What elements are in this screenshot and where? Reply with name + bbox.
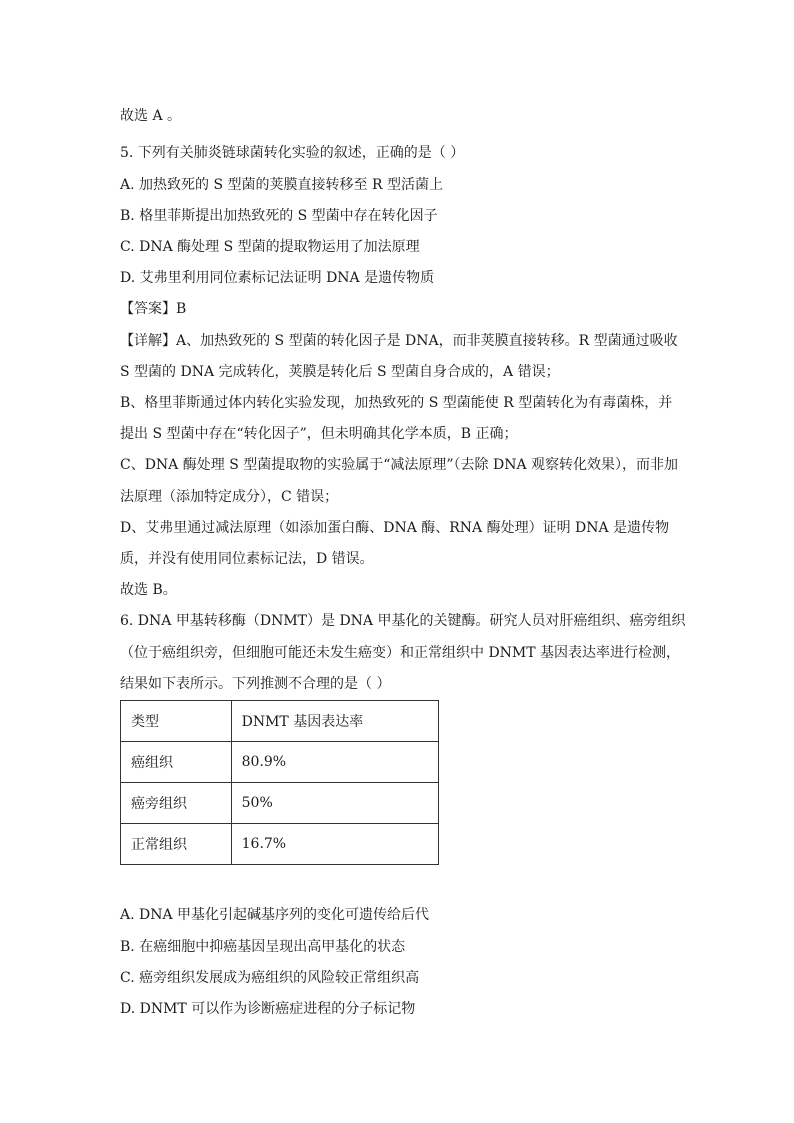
question-6-option-c: C. 癌旁组织发展成为癌组织的风险较正常组织高 (120, 970, 420, 986)
question-6-option-b: B. 在癌细胞中抑癌基因呈现出高甲基化的状态 (120, 939, 406, 955)
table-cell-rate: 80.9% (231, 742, 438, 783)
question-5-explanation: S 型菌的 DNA 完成转化，荚膜是转化后 S 型菌自身合成的，A 错误； (120, 364, 560, 380)
table-cell-type: 正常组织 (121, 824, 232, 865)
table-cell-rate: 16.7% (231, 824, 438, 865)
question-5-explanation: B、格里菲斯通过体内转化实验发现，加热致死的 S 型菌能使 R 型菌转化为有毒菌株，并 (120, 395, 673, 411)
question-5-stem: 5. 下列有关肺炎链球菌转化实验的叙述，正确的是（ ） (120, 145, 465, 161)
question-5-answer: 【答案】B (120, 301, 187, 317)
question-6-option-a: A. DNA 甲基化引起碱基序列的变化可遗传给后代 (120, 907, 430, 923)
table-header-cell: DNMT 基因表达率 (231, 701, 438, 742)
question-5-explanation: C、DNA 酶处理 S 型菌提取物的实验属于“减法原理”（去除 DNA 观察转化效果），而非加 (120, 457, 679, 473)
question-5-explanation: 【详解】A、加热致死的 S 型菌的转化因子是 DNA，而非荚膜直接转移。R 型菌通过吸收 (120, 333, 678, 349)
question-5-option-c: C. DNA 酶处理 S 型菌的提取物运用了加法原理 (120, 239, 420, 255)
question-6-stem: 6. DNA 甲基转移酶（DNMT）是 DNA 甲基化的关键酶。研究人员对肝癌组织、癌旁组织 (120, 613, 686, 629)
question-5-conclusion: 故选 B。 (120, 582, 177, 598)
table-row (121, 742, 439, 783)
question-5-explanation: 法原理（添加特定成分），C 错误； (120, 489, 339, 505)
question-5-option-d: D. 艾弗里利用同位素标记法证明 DNA 是遗传物质 (120, 270, 435, 286)
question-5-explanation: 质，并没有使用同位素标记法，D 错误。 (120, 551, 374, 567)
question-6-stem: （位于癌组织旁，但细胞可能还未发生癌变）和正常组织中 DNMT 基因表达率进行检测， (120, 645, 681, 661)
table-header-row (121, 701, 439, 742)
dnmt-expression-table (120, 700, 439, 865)
question-5-explanation: D、艾弗里通过减法原理（如添加蛋白酶、DNA 酶、RNA 酶处理）证明 DNA 是遗传物 (120, 520, 670, 536)
question-6-stem: 结果如下表所示。下列推测不合理的是（ ） (120, 676, 391, 692)
question-5-explanation: 提出 S 型菌中存在“转化因子”，但未明确其化学本质，B 正确； (120, 426, 518, 442)
table-row (121, 824, 439, 865)
text-line: 故选 A 。 (120, 108, 182, 124)
question-5-option-a: A. 加热致死的 S 型菌的荚膜直接转移至 R 型活菌上 (120, 177, 443, 193)
table-header-cell: 类型 (121, 701, 232, 742)
question-6-option-d: D. DNMT 可以作为诊断癌症进程的分子标记物 (120, 1001, 416, 1017)
table-row (121, 783, 439, 824)
table-cell-type: 癌组织 (121, 742, 232, 783)
question-5-option-b: B. 格里菲斯提出加热致死的 S 型菌中存在转化因子 (120, 208, 438, 224)
table-cell-rate: 50% (231, 783, 438, 824)
table-cell-type: 癌旁组织 (121, 783, 232, 824)
